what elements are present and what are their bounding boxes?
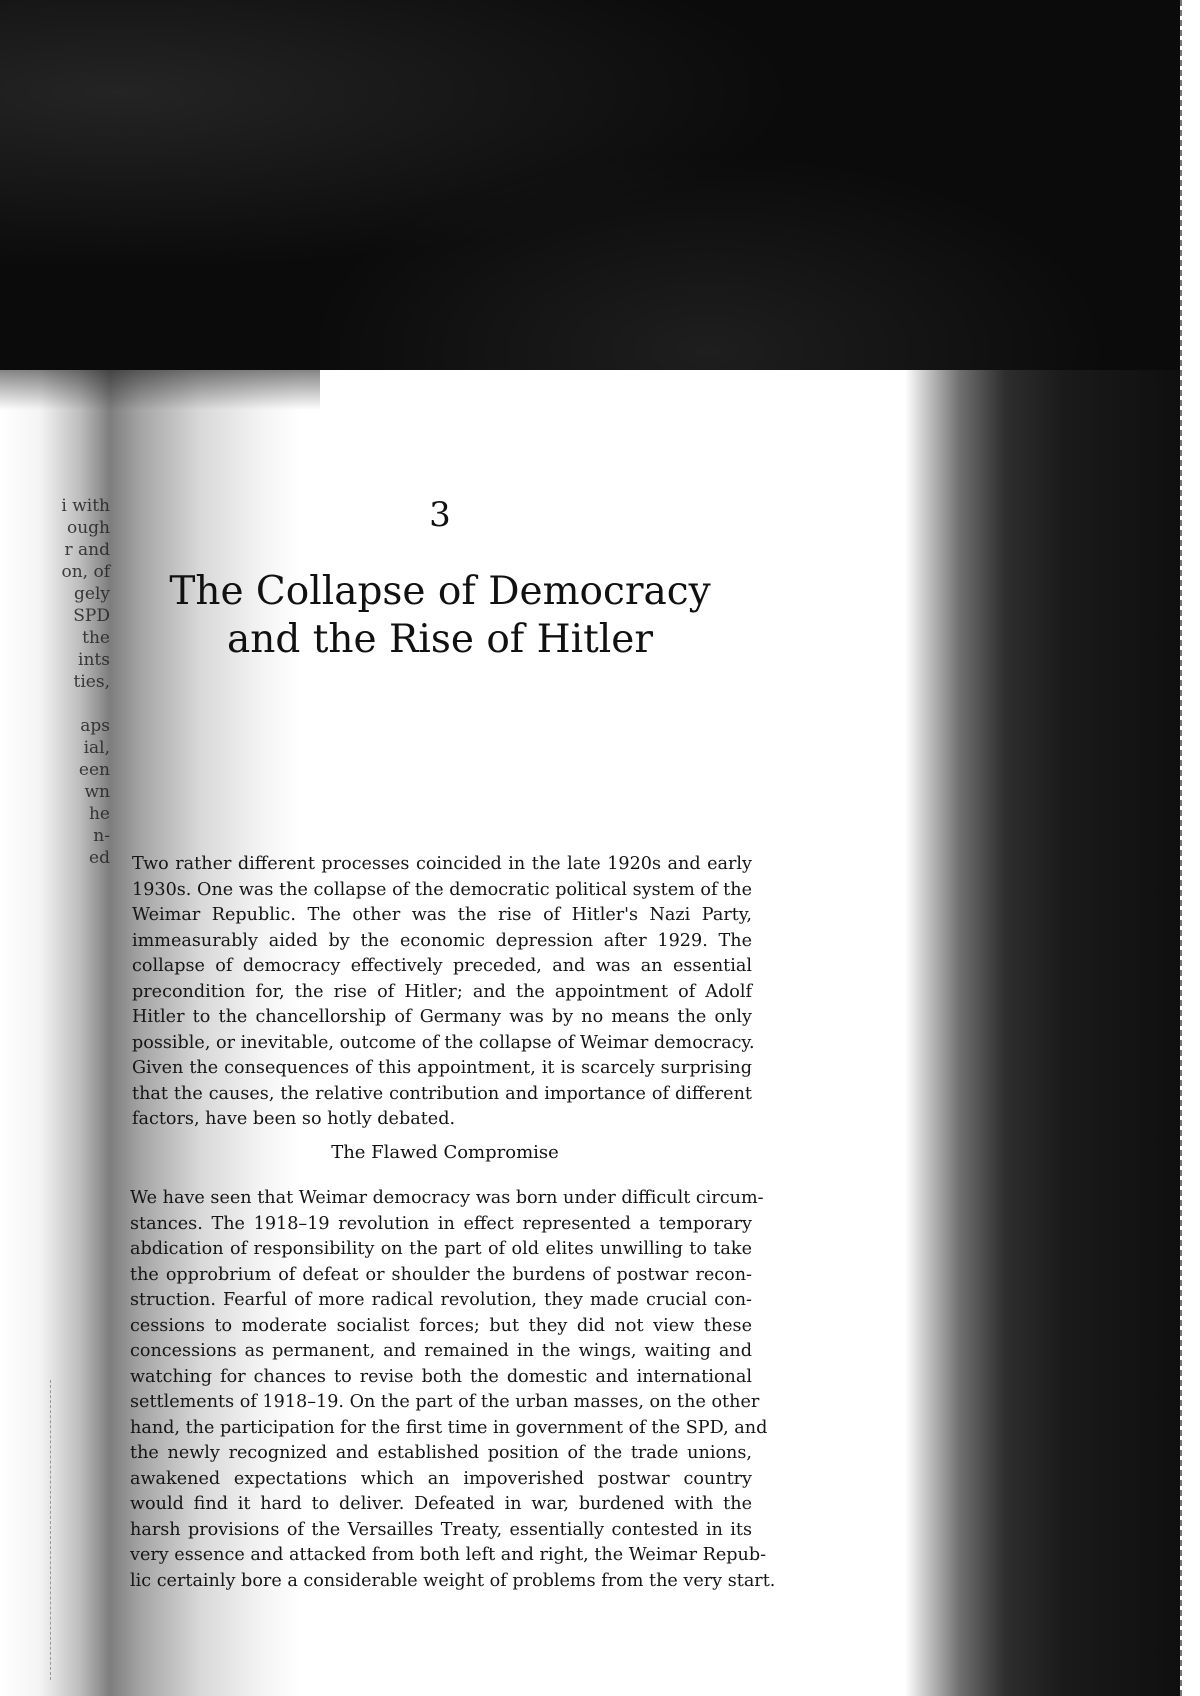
intro-paragraph	[132, 852, 755, 1133]
binding-shadow	[0, 330, 320, 410]
chapter-title-line: and the Rise of Hitler	[227, 617, 653, 662]
facing-page-fragment: the	[82, 628, 110, 648]
facing-page-fragment: he	[88, 804, 110, 824]
text-line: cessions to moderate socialist forces; but they did not view these	[130, 1315, 752, 1336]
facing-page-fragment: ed	[89, 848, 110, 868]
facing-page-fragment: i with	[61, 496, 110, 516]
section-paragraph	[130, 1186, 776, 1594]
text-line: harsh provisions of the Versailles Treaty, essentially contested in its	[130, 1519, 752, 1540]
text-line: factors, have been so hotly debated.	[132, 1109, 456, 1129]
text-line: settlements of 1918–19. On the part of the urban masses, on the other	[130, 1392, 760, 1412]
text-line: struction. Fearful of more radical revolution, they made crucial con-	[130, 1290, 752, 1310]
facing-page-fragment: wn	[84, 782, 110, 802]
text-line: Two rather different processes coincided in the late 1920s and early	[132, 854, 752, 874]
text-line: lic certainly bore a considerable weight of problems from the very start.	[130, 1570, 776, 1591]
facing-page-fragment: ints	[78, 650, 110, 670]
chapter-number: 3	[429, 495, 451, 535]
facing-page-fragment: ough	[66, 518, 110, 538]
facing-page-fragment: SPD	[73, 606, 110, 626]
text-line: stances. The 1918–19 revolution in effect represented a temporary	[130, 1213, 752, 1234]
facing-page-fragment: ial,	[83, 738, 110, 758]
facing-page-fragment: n-	[93, 826, 110, 846]
text-line: the newly recognized and established position of the trade unions,	[130, 1443, 752, 1463]
text-line: very essence and attacked from both left and right, the Weimar Repub-	[130, 1545, 767, 1565]
facing-page-fragment: ties,	[73, 672, 110, 692]
text-line: 1930s. One was the collapse of the democratic political system of the	[132, 879, 752, 900]
text-line: the opprobrium of defeat or shoulder the burdens of postwar recon-	[130, 1264, 752, 1285]
text-line: watching for chances to revise both the domestic and international	[130, 1366, 752, 1387]
text-line: We have seen that Weimar democracy was born under difficult circum-	[130, 1188, 764, 1208]
text-line: hand, the participation for the first time in government of the SPD, and	[130, 1417, 768, 1438]
facing-page-fragment: r and	[64, 540, 110, 560]
facing-page-edge-line	[50, 1380, 51, 1680]
text-line: immeasurably aided by the economic depression after 1929. The	[132, 930, 752, 951]
text-line: would find it hard to deliver. Defeated in war, burdened with the	[130, 1494, 752, 1514]
facing-page-fragment: een	[78, 760, 110, 780]
facing-page-fragments	[40, 495, 110, 869]
text-line: concessions as permanent, and remained in the wings, waiting and	[130, 1341, 752, 1361]
text-line: Hitler to the chancellorship of Germany was by no means the only	[132, 1007, 752, 1027]
chapter-title-line: The Collapse of Democracy	[169, 569, 711, 614]
chapter-title	[160, 568, 720, 664]
facing-page-fragment: aps	[80, 716, 110, 736]
text-line: that the causes, the relative contribution and importance of different	[132, 1083, 752, 1104]
text-line: possible, or inevitable, outcome of the collapse of Weimar democracy.	[132, 1032, 755, 1053]
text-line: abdication of responsibility on the part of old elites unwilling to take	[130, 1239, 752, 1259]
scan-edge-strip	[1180, 0, 1200, 1696]
facing-page-fragment	[40, 693, 110, 715]
facing-page-fragment: gely	[74, 584, 110, 604]
text-line: awakened expectations which an impoverished postwar country	[130, 1468, 752, 1489]
text-line: precondition for, the rise of Hitler; and the appointment of Adolf	[132, 981, 752, 1002]
scanner-noise-overlay	[0, 0, 1180, 370]
text-line: Weimar Republic. The other was the rise of Hitler's Nazi Party,	[132, 905, 752, 925]
scanner-background-right	[905, 370, 1180, 1696]
text-line: collapse of democracy effectively preceded, and was an essential	[132, 956, 752, 976]
facing-page-fragment: on, of	[61, 562, 110, 582]
section-heading: The Flawed Compromise	[331, 1142, 559, 1163]
text-line: Given the consequences of this appointment, it is scarcely surprising	[132, 1058, 752, 1078]
